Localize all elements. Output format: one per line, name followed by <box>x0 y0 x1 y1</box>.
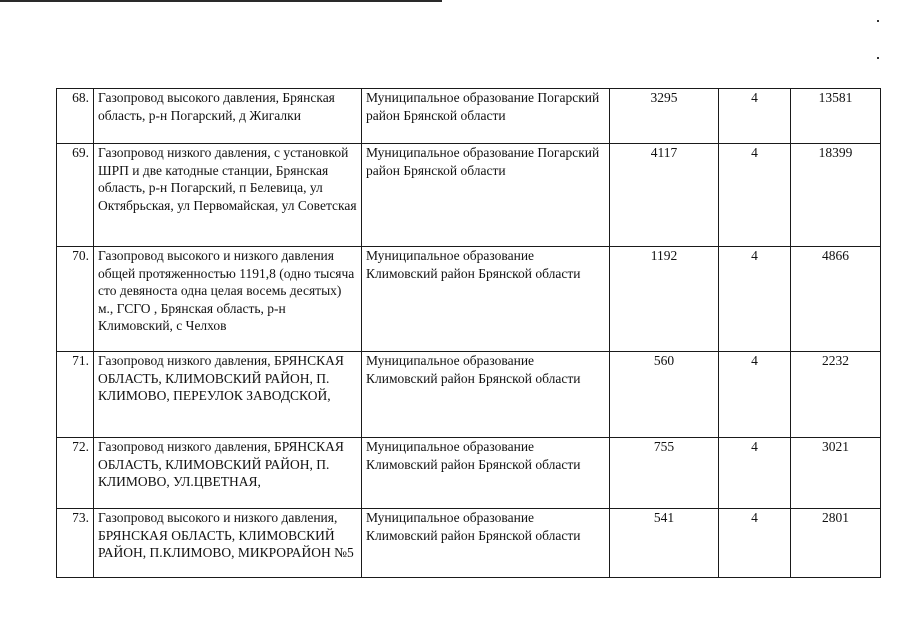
scan-edge-line <box>0 0 442 2</box>
owner-name: Муниципальное образование Климовский район Брянской области <box>362 509 610 578</box>
scan-speck <box>877 20 879 22</box>
owner-name: Муниципальное образование Погарский район Брянской области <box>362 89 610 144</box>
object-name: Газопровод высокого и низкого давления, БРЯНСКАЯ ОБЛАСТЬ, КЛИМОВСКИЙ РАЙОН, П.КЛИМОВО, МИКРОРАЙОН №5 <box>94 509 362 578</box>
length-value: 1192 <box>610 247 719 352</box>
category-value: 4 <box>719 247 791 352</box>
length-value: 4117 <box>610 144 719 247</box>
property-registry-table <box>56 88 881 578</box>
object-name: Газопровод низкого давления, БРЯНСКАЯ ОБЛАСТЬ, КЛИМОВСКИЙ РАЙОН, П. КЛИМОВО, УЛ.ЦВЕТНАЯ, <box>94 438 362 509</box>
length-value: 755 <box>610 438 719 509</box>
row-number: 71. <box>57 352 94 438</box>
table-row <box>57 438 881 509</box>
category-value: 4 <box>719 438 791 509</box>
scan-speck <box>877 57 879 59</box>
owner-name: Муниципальное образование Климовский район Брянской области <box>362 438 610 509</box>
length-value: 541 <box>610 509 719 578</box>
object-name: Газопровод низкого давления, БРЯНСКАЯ ОБЛАСТЬ, КЛИМОВСКИЙ РАЙОН, П. КЛИМОВО, ПЕРЕУЛОК ЗАВОДСКОЙ, <box>94 352 362 438</box>
amount-value: 2801 <box>791 509 881 578</box>
category-value: 4 <box>719 509 791 578</box>
row-number: 68. <box>57 89 94 144</box>
row-number: 73. <box>57 509 94 578</box>
amount-value: 4866 <box>791 247 881 352</box>
object-name: Газопровод низкого давления, с установкой ШРП и две катодные станции, Брянская область, р-н Погарский, п Белевица, ул Октябрьская, ул Первомайская, ул Советская <box>94 144 362 247</box>
amount-value: 18399 <box>791 144 881 247</box>
category-value: 4 <box>719 144 791 247</box>
table-row <box>57 247 881 352</box>
length-value: 560 <box>610 352 719 438</box>
object-name: Газопровод высокого и низкого давления общей протяженностью 1191,8 (одно тысяча сто девяноста одна целая восемь десятых) м., ГСГО , Брянская область, р-н Климовский, с Челхов <box>94 247 362 352</box>
table-row <box>57 144 881 247</box>
amount-value: 3021 <box>791 438 881 509</box>
owner-name: Муниципальное образование Погарский район Брянской области <box>362 144 610 247</box>
row-number: 72. <box>57 438 94 509</box>
owner-name: Муниципальное образование Климовский район Брянской области <box>362 247 610 352</box>
row-number: 70. <box>57 247 94 352</box>
category-value: 4 <box>719 352 791 438</box>
object-name: Газопровод высокого давления, Брянская область, р-н Погарский, д Жигалки <box>94 89 362 144</box>
category-value: 4 <box>719 89 791 144</box>
amount-value: 13581 <box>791 89 881 144</box>
row-number: 69. <box>57 144 94 247</box>
owner-name: Муниципальное образование Климовский район Брянской области <box>362 352 610 438</box>
table-row <box>57 89 881 144</box>
length-value: 3295 <box>610 89 719 144</box>
table-row <box>57 509 881 578</box>
amount-value: 2232 <box>791 352 881 438</box>
table-row <box>57 352 881 438</box>
